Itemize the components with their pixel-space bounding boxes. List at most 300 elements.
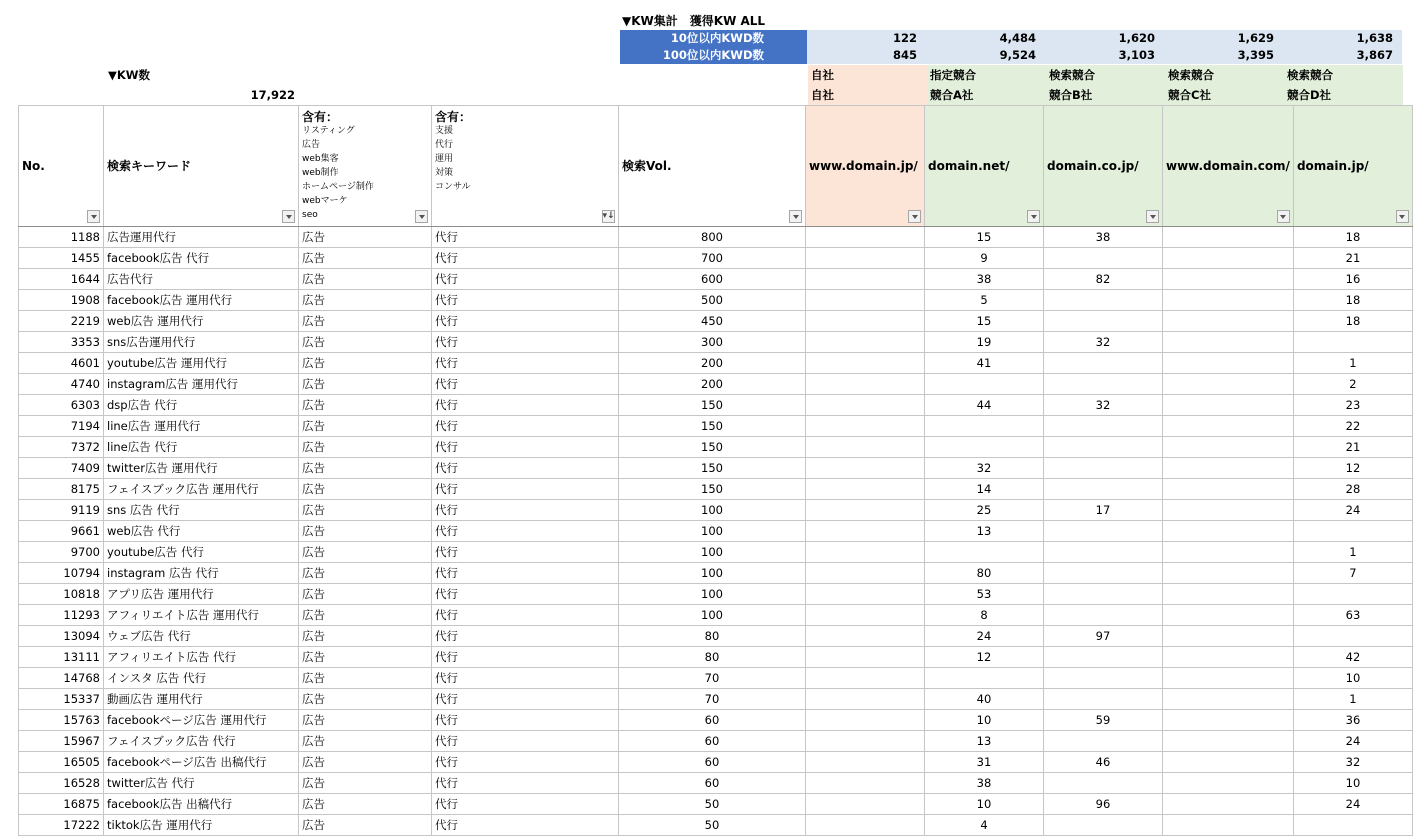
cell-keyword[interactable]: 広告代行 — [104, 269, 299, 290]
cell-no[interactable]: 16505 — [19, 752, 104, 773]
cell-rank[interactable] — [1044, 248, 1163, 269]
cell-keyword[interactable]: line広告 代行 — [104, 437, 299, 458]
cell-contain1[interactable]: 広告 — [299, 290, 432, 311]
cell-rank[interactable]: 38 — [925, 269, 1044, 290]
cell-volume[interactable]: 50 — [619, 794, 806, 815]
cell-keyword[interactable]: facebook広告 運用代行 — [104, 290, 299, 311]
cell-rank[interactable] — [806, 416, 925, 437]
cell-contain2[interactable]: 代行 — [432, 689, 619, 710]
cell-contain1[interactable]: 広告 — [299, 668, 432, 689]
cell-rank[interactable] — [1163, 626, 1294, 647]
cell-keyword[interactable]: youtube広告 代行 — [104, 542, 299, 563]
cell-rank[interactable] — [925, 542, 1044, 563]
competitor-type[interactable]: 検索競合 — [1165, 65, 1284, 85]
cell-rank[interactable] — [1163, 752, 1294, 773]
cell-rank[interactable]: 18 — [1293, 227, 1412, 248]
cell-rank[interactable]: 12 — [1293, 458, 1412, 479]
cell-rank[interactable] — [1163, 773, 1294, 794]
cell-contain2[interactable]: 代行 — [432, 500, 619, 521]
competitor-type[interactable]: 検索競合 — [1284, 65, 1403, 85]
cell-no[interactable]: 1644 — [19, 269, 104, 290]
cell-rank[interactable] — [1044, 458, 1163, 479]
cell-volume[interactable]: 800 — [619, 227, 806, 248]
cell-contain1[interactable]: 広告 — [299, 710, 432, 731]
filter-dropdown-icon[interactable] — [1146, 210, 1159, 223]
header-domain[interactable] — [1293, 106, 1412, 227]
cell-rank[interactable]: 15 — [925, 311, 1044, 332]
cell-volume[interactable]: 700 — [619, 248, 806, 269]
cell-rank[interactable] — [1044, 437, 1163, 458]
summary-value[interactable]: 3,395 — [1164, 47, 1283, 64]
cell-no[interactable]: 3353 — [19, 332, 104, 353]
cell-contain1[interactable]: 広告 — [299, 479, 432, 500]
cell-contain2[interactable]: 代行 — [432, 290, 619, 311]
cell-no[interactable]: 14768 — [19, 668, 104, 689]
cell-rank[interactable]: 4 — [925, 815, 1044, 836]
cell-volume[interactable]: 100 — [619, 563, 806, 584]
cell-rank[interactable]: 10 — [1293, 668, 1412, 689]
cell-rank[interactable]: 10 — [925, 794, 1044, 815]
summary-value[interactable]: 1,638 — [1283, 30, 1402, 47]
cell-rank[interactable] — [806, 500, 925, 521]
cell-keyword[interactable]: web広告 代行 — [104, 521, 299, 542]
cell-rank[interactable] — [925, 437, 1044, 458]
cell-no[interactable]: 1455 — [19, 248, 104, 269]
cell-volume[interactable]: 300 — [619, 332, 806, 353]
cell-no[interactable]: 13094 — [19, 626, 104, 647]
summary-label-top10[interactable]: 10位以内KWD数 — [620, 30, 807, 47]
cell-contain2[interactable]: 代行 — [432, 794, 619, 815]
cell-contain1[interactable]: 広告 — [299, 227, 432, 248]
cell-rank[interactable] — [1163, 584, 1294, 605]
cell-rank[interactable]: 31 — [925, 752, 1044, 773]
cell-rank[interactable]: 7 — [1293, 563, 1412, 584]
cell-rank[interactable] — [1044, 563, 1163, 584]
cell-rank[interactable]: 97 — [1044, 626, 1163, 647]
filter-dropdown-icon[interactable] — [87, 210, 100, 223]
cell-rank[interactable] — [806, 479, 925, 500]
cell-rank[interactable] — [1163, 374, 1294, 395]
cell-rank[interactable]: 24 — [1293, 794, 1412, 815]
cell-rank[interactable] — [1044, 689, 1163, 710]
header-domain[interactable] — [925, 106, 1044, 227]
cell-contain1[interactable]: 広告 — [299, 647, 432, 668]
cell-rank[interactable] — [1044, 353, 1163, 374]
cell-contain2[interactable]: 代行 — [432, 416, 619, 437]
cell-rank[interactable] — [1044, 773, 1163, 794]
filter-dropdown-icon[interactable] — [1277, 210, 1290, 223]
cell-rank[interactable]: 1 — [1293, 353, 1412, 374]
filter-dropdown-icon[interactable] — [1396, 210, 1409, 223]
cell-contain1[interactable]: 広告 — [299, 752, 432, 773]
cell-keyword[interactable]: フェイスブック広告 代行 — [104, 731, 299, 752]
cell-keyword[interactable]: アプリ広告 運用代行 — [104, 584, 299, 605]
cell-rank[interactable]: 24 — [1293, 731, 1412, 752]
summary-value[interactable]: 3,867 — [1283, 47, 1402, 64]
cell-rank[interactable] — [1163, 290, 1294, 311]
cell-rank[interactable]: 2 — [1293, 374, 1412, 395]
cell-contain1[interactable]: 広告 — [299, 248, 432, 269]
header-contain2[interactable] — [432, 106, 619, 227]
competitor-name[interactable]: 競合D社 — [1284, 85, 1403, 105]
cell-rank[interactable] — [1163, 542, 1294, 563]
cell-rank[interactable]: 32 — [1044, 395, 1163, 416]
cell-rank[interactable]: 24 — [1293, 500, 1412, 521]
filter-dropdown-icon[interactable] — [789, 210, 802, 223]
cell-rank[interactable] — [1044, 668, 1163, 689]
cell-keyword[interactable]: ウェブ広告 代行 — [104, 626, 299, 647]
cell-contain1[interactable]: 広告 — [299, 731, 432, 752]
cell-contain1[interactable]: 広告 — [299, 815, 432, 836]
cell-rank[interactable] — [1163, 605, 1294, 626]
cell-rank[interactable]: 21 — [1293, 248, 1412, 269]
cell-rank[interactable]: 32 — [1044, 332, 1163, 353]
cell-keyword[interactable]: 動画広告 運用代行 — [104, 689, 299, 710]
summary-value[interactable]: 9,524 — [926, 47, 1045, 64]
cell-contain2[interactable]: 代行 — [432, 668, 619, 689]
cell-rank[interactable] — [806, 248, 925, 269]
cell-no[interactable]: 6303 — [19, 395, 104, 416]
cell-rank[interactable] — [806, 752, 925, 773]
cell-rank[interactable]: 59 — [1044, 710, 1163, 731]
cell-rank[interactable]: 5 — [925, 290, 1044, 311]
cell-no[interactable]: 13111 — [19, 647, 104, 668]
cell-rank[interactable] — [1293, 815, 1412, 836]
cell-contain2[interactable]: 代行 — [432, 227, 619, 248]
summary-value[interactable]: 845 — [807, 47, 926, 64]
competitor-type[interactable]: 自社 — [808, 65, 927, 85]
cell-rank[interactable] — [806, 668, 925, 689]
cell-rank[interactable] — [1044, 290, 1163, 311]
cell-keyword[interactable]: instagram 広告 代行 — [104, 563, 299, 584]
cell-rank[interactable] — [806, 269, 925, 290]
cell-rank[interactable]: 17 — [1044, 500, 1163, 521]
summary-value[interactable]: 1,620 — [1045, 30, 1164, 47]
cell-rank[interactable]: 42 — [1293, 647, 1412, 668]
cell-volume[interactable]: 200 — [619, 353, 806, 374]
header-no[interactable] — [19, 106, 104, 227]
cell-rank[interactable]: 14 — [925, 479, 1044, 500]
cell-keyword[interactable]: facebook広告 出稿代行 — [104, 794, 299, 815]
cell-rank[interactable]: 15 — [925, 227, 1044, 248]
cell-no[interactable]: 7194 — [19, 416, 104, 437]
cell-contain2[interactable]: 代行 — [432, 584, 619, 605]
cell-rank[interactable] — [1163, 353, 1294, 374]
cell-rank[interactable]: 13 — [925, 731, 1044, 752]
cell-rank[interactable] — [1163, 794, 1294, 815]
competitor-type[interactable]: 検索競合 — [1046, 65, 1165, 85]
competitor-name[interactable]: 競合B社 — [1046, 85, 1165, 105]
cell-rank[interactable]: 41 — [925, 353, 1044, 374]
competitor-name[interactable]: 競合C社 — [1165, 85, 1284, 105]
cell-rank[interactable]: 80 — [925, 563, 1044, 584]
cell-rank[interactable]: 19 — [925, 332, 1044, 353]
summary-value[interactable]: 3,103 — [1045, 47, 1164, 64]
cell-rank[interactable] — [1163, 458, 1294, 479]
filter-dropdown-icon[interactable] — [282, 210, 295, 223]
cell-rank[interactable]: 23 — [1293, 395, 1412, 416]
cell-keyword[interactable]: youtube広告 運用代行 — [104, 353, 299, 374]
cell-keyword[interactable]: line広告 運用代行 — [104, 416, 299, 437]
cell-rank[interactable] — [925, 374, 1044, 395]
cell-contain2[interactable]: 代行 — [432, 269, 619, 290]
cell-volume[interactable]: 50 — [619, 815, 806, 836]
cell-volume[interactable]: 60 — [619, 773, 806, 794]
cell-rank[interactable]: 36 — [1293, 710, 1412, 731]
cell-rank[interactable] — [1163, 563, 1294, 584]
cell-contain2[interactable]: 代行 — [432, 311, 619, 332]
cell-contain1[interactable]: 広告 — [299, 626, 432, 647]
cell-contain2[interactable]: 代行 — [432, 731, 619, 752]
cell-no[interactable]: 9119 — [19, 500, 104, 521]
cell-contain2[interactable]: 代行 — [432, 542, 619, 563]
cell-contain1[interactable]: 広告 — [299, 269, 432, 290]
cell-rank[interactable]: 18 — [1293, 311, 1412, 332]
cell-rank[interactable]: 1 — [1293, 542, 1412, 563]
cell-contain1[interactable]: 広告 — [299, 395, 432, 416]
cell-contain1[interactable]: 広告 — [299, 416, 432, 437]
cell-volume[interactable]: 150 — [619, 437, 806, 458]
cell-rank[interactable] — [806, 353, 925, 374]
cell-rank[interactable]: 63 — [1293, 605, 1412, 626]
cell-contain2[interactable]: 代行 — [432, 332, 619, 353]
cell-contain1[interactable]: 広告 — [299, 542, 432, 563]
cell-rank[interactable] — [1044, 311, 1163, 332]
cell-rank[interactable]: 82 — [1044, 269, 1163, 290]
cell-keyword[interactable]: facebook広告 代行 — [104, 248, 299, 269]
cell-rank[interactable] — [806, 563, 925, 584]
competitor-name[interactable]: 自社 — [808, 85, 927, 105]
cell-keyword[interactable]: インスタ 広告 代行 — [104, 668, 299, 689]
cell-contain2[interactable]: 代行 — [432, 374, 619, 395]
cell-contain1[interactable]: 広告 — [299, 353, 432, 374]
cell-keyword[interactable]: twitter広告 代行 — [104, 773, 299, 794]
header-domain[interactable] — [1163, 106, 1294, 227]
cell-rank[interactable] — [1044, 416, 1163, 437]
cell-rank[interactable] — [1163, 710, 1294, 731]
summary-value[interactable]: 4,484 — [926, 30, 1045, 47]
cell-contain2[interactable]: 代行 — [432, 248, 619, 269]
cell-keyword[interactable]: facebookページ広告 運用代行 — [104, 710, 299, 731]
cell-contain2[interactable]: 代行 — [432, 752, 619, 773]
cell-rank[interactable]: 96 — [1044, 794, 1163, 815]
cell-rank[interactable] — [1163, 332, 1294, 353]
cell-contain1[interactable]: 広告 — [299, 689, 432, 710]
cell-keyword[interactable]: アフィリエイト広告 代行 — [104, 647, 299, 668]
cell-rank[interactable] — [806, 647, 925, 668]
cell-contain2[interactable]: 代行 — [432, 815, 619, 836]
cell-volume[interactable]: 60 — [619, 752, 806, 773]
cell-rank[interactable] — [806, 689, 925, 710]
cell-rank[interactable]: 25 — [925, 500, 1044, 521]
cell-contain2[interactable]: 代行 — [432, 353, 619, 374]
cell-rank[interactable] — [1163, 647, 1294, 668]
cell-rank[interactable]: 24 — [925, 626, 1044, 647]
cell-no[interactable]: 9700 — [19, 542, 104, 563]
cell-no[interactable]: 10818 — [19, 584, 104, 605]
cell-rank[interactable]: 38 — [1044, 227, 1163, 248]
cell-volume[interactable]: 100 — [619, 584, 806, 605]
cell-volume[interactable]: 100 — [619, 521, 806, 542]
cell-volume[interactable]: 70 — [619, 689, 806, 710]
cell-rank[interactable]: 21 — [1293, 437, 1412, 458]
header-domain[interactable] — [1044, 106, 1163, 227]
cell-rank[interactable] — [806, 794, 925, 815]
cell-volume[interactable]: 150 — [619, 395, 806, 416]
cell-rank[interactable] — [1163, 668, 1294, 689]
cell-rank[interactable] — [1163, 395, 1294, 416]
cell-rank[interactable] — [1163, 521, 1294, 542]
cell-contain2[interactable]: 代行 — [432, 626, 619, 647]
cell-contain2[interactable]: 代行 — [432, 773, 619, 794]
cell-volume[interactable]: 70 — [619, 668, 806, 689]
cell-rank[interactable] — [1044, 479, 1163, 500]
cell-rank[interactable] — [806, 815, 925, 836]
cell-volume[interactable]: 80 — [619, 626, 806, 647]
cell-rank[interactable] — [1044, 647, 1163, 668]
cell-rank[interactable] — [1163, 227, 1294, 248]
cell-rank[interactable] — [1293, 521, 1412, 542]
header-domain[interactable] — [806, 106, 925, 227]
cell-no[interactable]: 7372 — [19, 437, 104, 458]
cell-volume[interactable]: 150 — [619, 416, 806, 437]
cell-rank[interactable] — [806, 626, 925, 647]
cell-rank[interactable]: 40 — [925, 689, 1044, 710]
cell-keyword[interactable]: sns広告運用代行 — [104, 332, 299, 353]
cell-rank[interactable] — [1163, 815, 1294, 836]
cell-keyword[interactable]: アフィリエイト広告 運用代行 — [104, 605, 299, 626]
cell-volume[interactable]: 450 — [619, 311, 806, 332]
cell-no[interactable]: 9661 — [19, 521, 104, 542]
cell-no[interactable]: 8175 — [19, 479, 104, 500]
cell-contain1[interactable]: 広告 — [299, 794, 432, 815]
cell-rank[interactable] — [806, 458, 925, 479]
cell-no[interactable]: 11293 — [19, 605, 104, 626]
cell-contain1[interactable]: 広告 — [299, 374, 432, 395]
filter-dropdown-icon[interactable] — [415, 210, 428, 223]
cell-rank[interactable] — [1044, 374, 1163, 395]
cell-no[interactable]: 16875 — [19, 794, 104, 815]
cell-rank[interactable]: 8 — [925, 605, 1044, 626]
cell-volume[interactable]: 200 — [619, 374, 806, 395]
cell-keyword[interactable]: web広告 運用代行 — [104, 311, 299, 332]
cell-no[interactable]: 15763 — [19, 710, 104, 731]
cell-volume[interactable]: 100 — [619, 500, 806, 521]
summary-value[interactable]: 1,629 — [1164, 30, 1283, 47]
cell-keyword[interactable]: facebookページ広告 出稿代行 — [104, 752, 299, 773]
cell-no[interactable]: 1908 — [19, 290, 104, 311]
cell-rank[interactable] — [806, 374, 925, 395]
cell-rank[interactable] — [1163, 269, 1294, 290]
cell-volume[interactable]: 60 — [619, 710, 806, 731]
cell-rank[interactable]: 10 — [1293, 773, 1412, 794]
cell-contain2[interactable]: 代行 — [432, 563, 619, 584]
cell-volume[interactable]: 100 — [619, 542, 806, 563]
cell-rank[interactable] — [1044, 731, 1163, 752]
filter-sort-icon[interactable]: ▾↓ — [602, 211, 615, 221]
cell-rank[interactable] — [806, 710, 925, 731]
header-contain1[interactable] — [299, 106, 432, 227]
cell-rank[interactable] — [1293, 626, 1412, 647]
cell-rank[interactable]: 18 — [1293, 290, 1412, 311]
cell-rank[interactable] — [1044, 815, 1163, 836]
cell-contain2[interactable]: 代行 — [432, 605, 619, 626]
filter-dropdown-icon[interactable] — [1027, 210, 1040, 223]
cell-keyword[interactable]: instagram広告 運用代行 — [104, 374, 299, 395]
cell-contain2[interactable]: 代行 — [432, 479, 619, 500]
cell-keyword[interactable]: sns 広告 代行 — [104, 500, 299, 521]
cell-no[interactable]: 15337 — [19, 689, 104, 710]
cell-rank[interactable]: 13 — [925, 521, 1044, 542]
cell-rank[interactable] — [925, 416, 1044, 437]
cell-rank[interactable] — [1163, 500, 1294, 521]
cell-contain2[interactable]: 代行 — [432, 395, 619, 416]
cell-rank[interactable] — [806, 227, 925, 248]
cell-keyword[interactable]: dsp広告 代行 — [104, 395, 299, 416]
cell-no[interactable]: 2219 — [19, 311, 104, 332]
cell-rank[interactable] — [806, 605, 925, 626]
cell-rank[interactable] — [1044, 605, 1163, 626]
cell-no[interactable]: 4740 — [19, 374, 104, 395]
cell-rank[interactable] — [1293, 584, 1412, 605]
cell-volume[interactable]: 150 — [619, 458, 806, 479]
cell-volume[interactable]: 100 — [619, 605, 806, 626]
cell-keyword[interactable]: 広告運用代行 — [104, 227, 299, 248]
header-volume[interactable] — [619, 106, 806, 227]
cell-contain2[interactable]: 代行 — [432, 521, 619, 542]
cell-contain2[interactable]: 代行 — [432, 437, 619, 458]
cell-no[interactable]: 7409 — [19, 458, 104, 479]
cell-rank[interactable] — [806, 290, 925, 311]
cell-rank[interactable]: 46 — [1044, 752, 1163, 773]
cell-volume[interactable]: 150 — [619, 479, 806, 500]
cell-contain1[interactable]: 広告 — [299, 563, 432, 584]
cell-rank[interactable]: 1 — [1293, 689, 1412, 710]
header-keyword[interactable] — [104, 106, 299, 227]
cell-contain1[interactable]: 広告 — [299, 332, 432, 353]
cell-rank[interactable] — [806, 542, 925, 563]
cell-contain1[interactable]: 広告 — [299, 521, 432, 542]
cell-contain1[interactable]: 広告 — [299, 584, 432, 605]
summary-label-top100[interactable]: 100位以内KWD数 — [620, 47, 807, 64]
cell-rank[interactable] — [1163, 479, 1294, 500]
cell-rank[interactable] — [925, 668, 1044, 689]
cell-rank[interactable] — [1163, 248, 1294, 269]
kw-count-value[interactable]: 17,922 — [250, 88, 295, 102]
cell-rank[interactable] — [806, 773, 925, 794]
filter-dropdown-icon[interactable] — [908, 210, 921, 223]
cell-keyword[interactable]: フェイスブック広告 運用代行 — [104, 479, 299, 500]
cell-rank[interactable] — [1163, 311, 1294, 332]
cell-rank[interactable] — [1163, 731, 1294, 752]
cell-volume[interactable]: 600 — [619, 269, 806, 290]
cell-no[interactable]: 10794 — [19, 563, 104, 584]
cell-rank[interactable] — [1163, 416, 1294, 437]
cell-rank[interactable] — [1044, 584, 1163, 605]
cell-contain1[interactable]: 広告 — [299, 605, 432, 626]
cell-no[interactable]: 1188 — [19, 227, 104, 248]
cell-rank[interactable]: 22 — [1293, 416, 1412, 437]
cell-keyword[interactable]: tiktok広告 運用代行 — [104, 815, 299, 836]
cell-rank[interactable]: 44 — [925, 395, 1044, 416]
cell-contain1[interactable]: 広告 — [299, 773, 432, 794]
cell-rank[interactable]: 16 — [1293, 269, 1412, 290]
cell-rank[interactable]: 10 — [925, 710, 1044, 731]
cell-keyword[interactable]: twitter広告 運用代行 — [104, 458, 299, 479]
cell-no[interactable]: 17222 — [19, 815, 104, 836]
cell-rank[interactable]: 32 — [1293, 752, 1412, 773]
summary-value[interactable]: 122 — [807, 30, 926, 47]
